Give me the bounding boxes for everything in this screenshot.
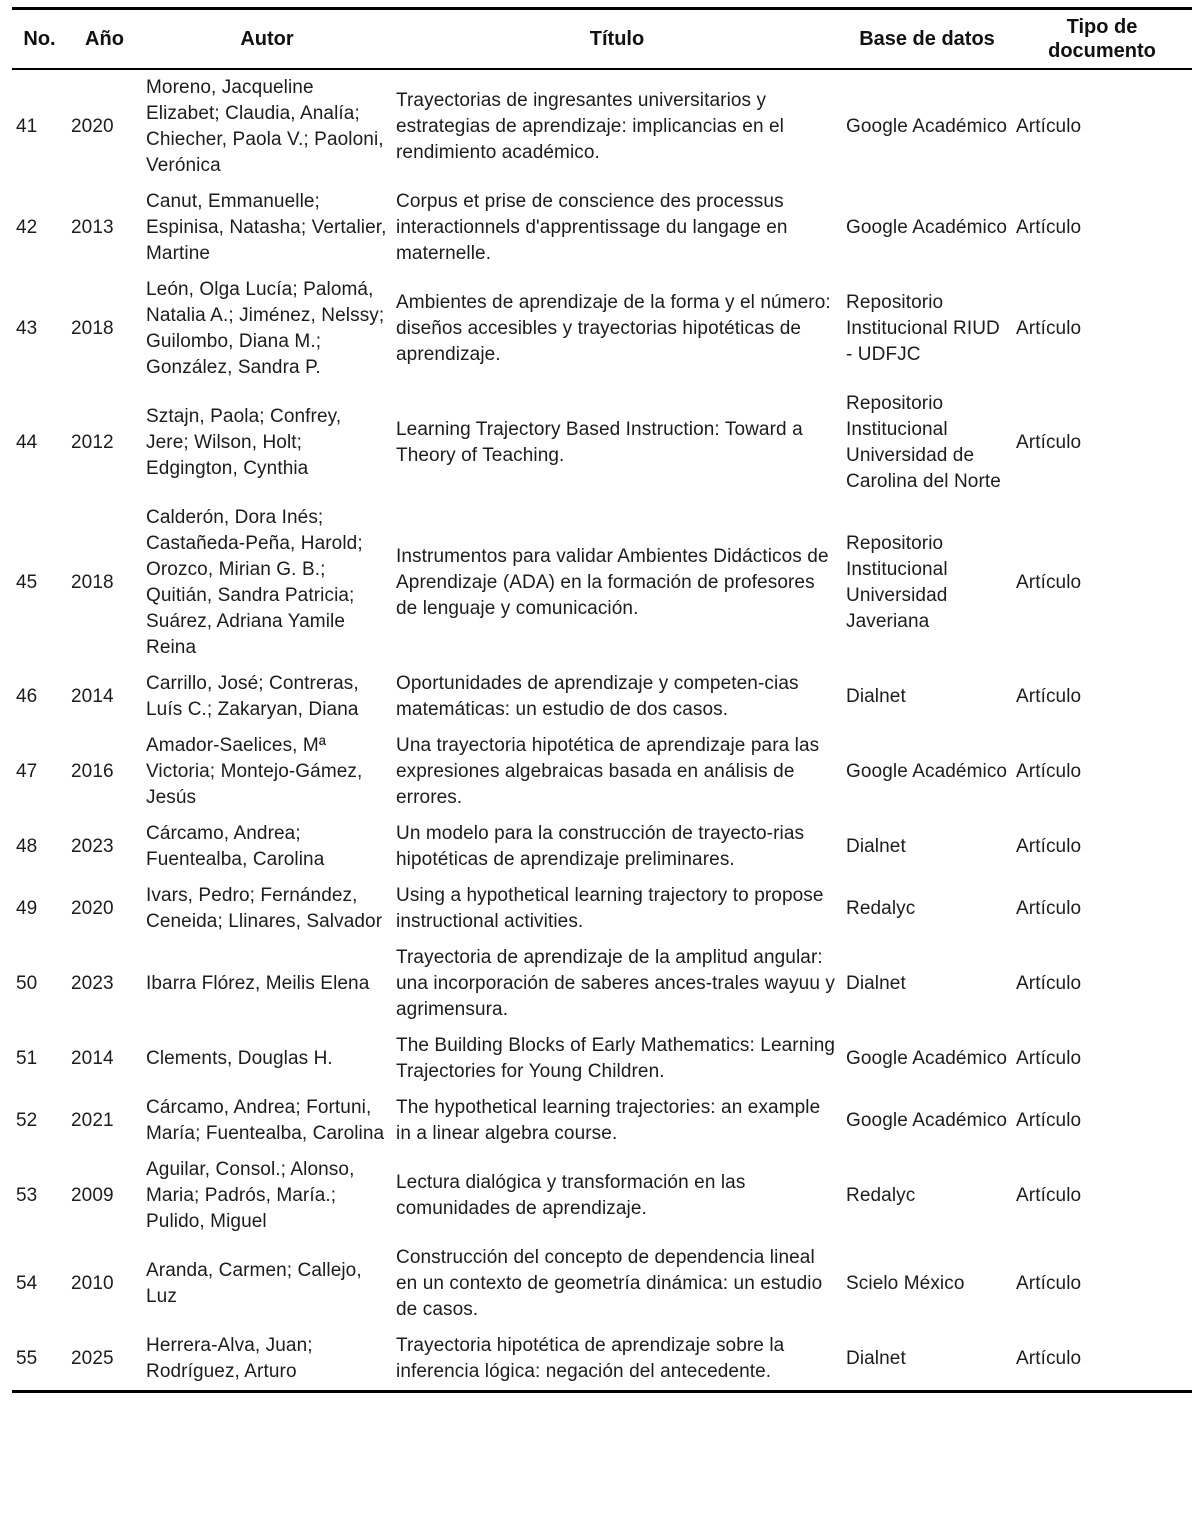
cell-titulo: Construcción del concepto de dependencia lineal en un contexto de geometría dinámica: un estudio de casos. <box>396 1247 823 1320</box>
table-row <box>12 666 1192 728</box>
cell-titulo: Using a hypothetical learning trajectory to propose instructional activities. <box>396 885 824 932</box>
cell-ano: 2010 <box>71 1273 114 1294</box>
cell-tipo-documento: Artículo <box>1016 432 1082 453</box>
cell-base-de-datos: Dialnet <box>846 973 906 994</box>
cell-base-de-datos: Dialnet <box>846 1348 906 1369</box>
table-body <box>12 69 1192 1392</box>
cell-no: 55 <box>16 1348 38 1369</box>
table-row <box>12 1240 1192 1328</box>
cell-titulo: Un modelo para la construcción de trayecto-rias hipotéticas de aprendizaje preliminares. <box>396 823 805 870</box>
cell-tipo-documento: Artículo <box>1016 761 1082 782</box>
column-header-autor: Autor <box>142 9 392 70</box>
cell-tipo-documento: Artículo <box>1016 572 1082 593</box>
table-row <box>12 69 1192 184</box>
column-header-ano: Año <box>67 9 142 70</box>
cell-autor: Aguilar, Consol.; Alonso, Maria; Padrós, María.; Pulido, Miguel <box>146 1159 355 1232</box>
cell-tipo-documento: Artículo <box>1016 1273 1082 1294</box>
cell-autor: Carrillo, José; Contreras, Luís C.; Zakaryan, Diana <box>146 673 359 720</box>
cell-titulo: Una trayectoria hipotética de aprendizaje para las expresiones algebraicas basada en análisis de errores. <box>396 735 820 808</box>
cell-no: 52 <box>16 1110 38 1131</box>
cell-titulo: Corpus et prise de conscience des processus interactionnels d'apprentissage du langage en maternelle. <box>396 191 788 264</box>
cell-autor: Ivars, Pedro; Fernández, Ceneida; Llinares, Salvador <box>146 885 383 932</box>
table-row <box>12 878 1192 940</box>
cell-titulo: Trayectoria hipotética de aprendizaje sobre la inferencia lógica: negación del antecedente. <box>396 1335 785 1382</box>
cell-ano: 2018 <box>71 318 114 339</box>
cell-titulo: The hypothetical learning trajectories: an example in a linear algebra course. <box>396 1097 821 1144</box>
cell-titulo: Lectura dialógica y transformación en las comunidades de aprendizaje. <box>396 1172 746 1219</box>
cell-titulo: Instrumentos para validar Ambientes Didácticos de Aprendizaje (ADA) en la formación de profesores de lenguaje y comunicación. <box>396 546 829 619</box>
table-row <box>12 1090 1192 1152</box>
cell-tipo-documento: Artículo <box>1016 1348 1082 1369</box>
cell-no: 51 <box>16 1048 38 1069</box>
cell-base-de-datos: Scielo México <box>846 1273 965 1294</box>
cell-base-de-datos: Google Académico <box>846 1110 1008 1131</box>
cell-titulo: Trayectorias de ingresantes universitarios y estrategias de aprendizaje: implicancias en el rendimiento académico. <box>396 90 784 163</box>
cell-tipo-documento: Artículo <box>1016 1110 1082 1131</box>
cell-ano: 2020 <box>71 898 114 919</box>
cell-autor: Calderón, Dora Inés; Castañeda-Peña, Harold; Orozco, Mirian G. B.; Quitián, Sandra Patricia; Suárez, Adriana Yamile Reina <box>146 507 363 658</box>
cell-base-de-datos: Repositorio Institucional Universidad Javeriana <box>846 533 948 632</box>
cell-no: 49 <box>16 898 38 919</box>
cell-ano: 2020 <box>71 116 114 137</box>
cell-ano: 2014 <box>71 686 114 707</box>
cell-ano: 2025 <box>71 1348 114 1369</box>
cell-no: 47 <box>16 761 38 782</box>
table-row <box>12 940 1192 1028</box>
cell-base-de-datos: Dialnet <box>846 686 906 707</box>
cell-base-de-datos: Google Académico <box>846 1048 1008 1069</box>
cell-autor: Aranda, Carmen; Callejo, Luz <box>146 1260 362 1307</box>
cell-autor: Cárcamo, Andrea; Fortuni, María; Fuentealba, Carolina <box>146 1097 385 1144</box>
cell-autor: Herrera-Alva, Juan; Rodríguez, Arturo <box>146 1335 313 1382</box>
cell-ano: 2018 <box>71 572 114 593</box>
cell-tipo-documento: Artículo <box>1016 836 1082 857</box>
table-row <box>12 386 1192 500</box>
table-row <box>12 272 1192 386</box>
cell-ano: 2016 <box>71 761 114 782</box>
cell-autor: Moreno, Jacqueline Elizabet; Claudia, Analía; Chiecher, Paola V.; Paoloni, Verónica <box>146 77 384 176</box>
cell-no: 48 <box>16 836 38 857</box>
table-row <box>12 728 1192 816</box>
cell-base-de-datos: Google Académico <box>846 116 1008 137</box>
cell-base-de-datos: Google Académico <box>846 761 1008 782</box>
cell-tipo-documento: Artículo <box>1016 318 1082 339</box>
table-row <box>12 1028 1192 1090</box>
table-row <box>12 500 1192 666</box>
cell-base-de-datos: Dialnet <box>846 836 906 857</box>
references-table <box>12 7 1192 1393</box>
table-row <box>12 184 1192 272</box>
cell-titulo: Ambientes de aprendizaje de la forma y el número: diseños accesibles y trayectorias hipotéticas de aprendizaje. <box>396 292 831 365</box>
cell-tipo-documento: Artículo <box>1016 116 1082 137</box>
cell-no: 45 <box>16 572 38 593</box>
cell-ano: 2021 <box>71 1110 114 1131</box>
column-header-titulo: Título <box>392 9 842 70</box>
cell-no: 41 <box>16 116 38 137</box>
table-row <box>12 1152 1192 1240</box>
cell-titulo: Learning Trajectory Based Instruction: Toward a Theory of Teaching. <box>396 419 803 466</box>
cell-tipo-documento: Artículo <box>1016 973 1082 994</box>
cell-no: 43 <box>16 318 38 339</box>
cell-ano: 2012 <box>71 432 114 453</box>
cell-no: 42 <box>16 217 38 238</box>
cell-ano: 2013 <box>71 217 114 238</box>
cell-no: 44 <box>16 432 38 453</box>
column-header-base-de-datos: Base de datos <box>842 9 1012 70</box>
cell-titulo: Oportunidades de aprendizaje y competen-cias matemáticas: un estudio de dos casos. <box>396 673 799 720</box>
cell-tipo-documento: Artículo <box>1016 1048 1082 1069</box>
cell-no: 46 <box>16 686 38 707</box>
cell-base-de-datos: Google Académico <box>846 217 1008 238</box>
cell-base-de-datos: Redalyc <box>846 898 916 919</box>
cell-no: 50 <box>16 973 38 994</box>
cell-tipo-documento: Artículo <box>1016 1185 1082 1206</box>
cell-base-de-datos: Repositorio Institucional Universidad de Carolina del Norte <box>846 393 1001 492</box>
cell-tipo-documento: Artículo <box>1016 217 1082 238</box>
column-header-no: No. <box>12 9 67 70</box>
cell-titulo: Trayectoria de aprendizaje de la amplitud angular: una incorporación de saberes ances-trales wayuu y agrimensura. <box>396 947 835 1020</box>
cell-autor: Sztajn, Paola; Confrey, Jere; Wilson, Holt; Edgington, Cynthia <box>146 406 342 479</box>
cell-ano: 2009 <box>71 1185 114 1206</box>
cell-base-de-datos: Redalyc <box>846 1185 916 1206</box>
cell-autor: Amador-Saelices, Mª Victoria; Montejo-Gámez, Jesús <box>146 735 363 808</box>
table-row <box>12 1328 1192 1392</box>
cell-titulo: The Building Blocks of Early Mathematics: Learning Trajectories for Young Children. <box>396 1035 836 1082</box>
cell-ano: 2023 <box>71 973 114 994</box>
cell-tipo-documento: Artículo <box>1016 898 1082 919</box>
cell-autor: Ibarra Flórez, Meilis Elena <box>146 973 370 994</box>
cell-autor: Cárcamo, Andrea; Fuentealba, Carolina <box>146 823 325 870</box>
cell-no: 53 <box>16 1185 38 1206</box>
cell-ano: 2023 <box>71 836 114 857</box>
table-header-row <box>12 9 1192 70</box>
cell-autor: León, Olga Lucía; Palomá, Natalia A.; Jiménez, Nelssy; Guilombo, Diana M.; González, Sandra P. <box>146 279 385 378</box>
cell-autor: Canut, Emmanuelle; Espinisa, Natasha; Vertalier, Martine <box>146 191 387 264</box>
cell-tipo-documento: Artículo <box>1016 686 1082 707</box>
cell-base-de-datos: Repositorio Institucional RIUD - UDFJC <box>846 292 1000 365</box>
cell-ano: 2014 <box>71 1048 114 1069</box>
cell-no: 54 <box>16 1273 38 1294</box>
column-header-tipo-documento: Tipo de documento <box>1012 9 1192 70</box>
table-row <box>12 816 1192 878</box>
cell-autor: Clements, Douglas H. <box>146 1048 333 1069</box>
